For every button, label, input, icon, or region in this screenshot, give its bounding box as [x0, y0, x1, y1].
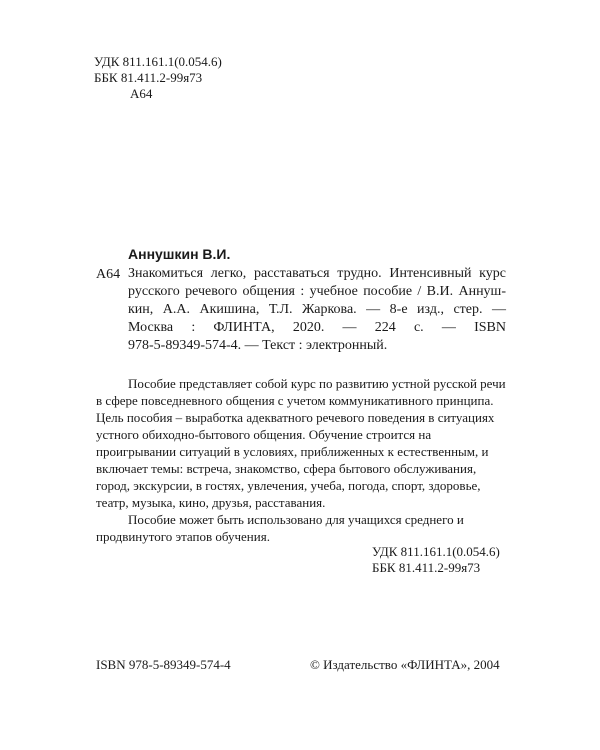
top-bbk-code: ББК 81.411.2-99я73	[94, 70, 203, 85]
annotation	[96, 375, 506, 545]
top-cutter-code: А64	[130, 86, 153, 101]
bottom-bbk-code: ББК 81.411.2-99я73	[372, 560, 481, 575]
copyright-notice: © Издательство «ФЛИНТА», 2004	[310, 657, 500, 672]
bibliographic-description	[128, 265, 506, 355]
bibliographic-line: Знакомиться легко, расставаться трудно. Интенсивный курс	[128, 266, 506, 281]
annotation-paragraph: Пособие может быть использовано для учащихся среднего и продвинутого этапов обучения.	[96, 512, 464, 544]
top-udk-code: УДК 811.161.1(0.054.6)	[94, 54, 222, 69]
author-name: Аннушкин В.И.	[128, 246, 231, 262]
bibliographic-line: Москва : ФЛИНТА, 2020. — 224 с. — ISBN	[128, 320, 506, 335]
bibliographic-line: русского речевого общения : учебное пособие / В.И. Аннуш-	[128, 284, 506, 299]
card-cutter-code: А64	[96, 267, 121, 282]
bibliographic-line: 978-5-89349-574-4. — Текст : электронный.	[128, 338, 388, 353]
bibliographic-line: кин, А.А. Акишина, Т.Л. Жаркова. — 8-е изд., стер. —	[128, 302, 506, 317]
bottom-udk-code: УДК 811.161.1(0.054.6)	[372, 544, 500, 559]
isbn-number: ISBN 978-5-89349-574-4	[96, 657, 231, 672]
annotation-paragraph: Пособие представляет собой курс по развитию устной русской речи в сфере повседневного общения с учетом коммуникативного принципа. Цель пособия – выработка адекватного речевого поведения в ситуациях устного обиходно-бытового общения. Обучение строится на проигрывании ситуаций в условиях, приближенных к естественным, и включает темы: встреча, знакомство, сфера бытового обслуживания, город, экскурсии, в гостях, увлечения, учеба, погода, спорт, здоровье, театр, музыка, кино, друзья, расставания.	[96, 376, 506, 510]
